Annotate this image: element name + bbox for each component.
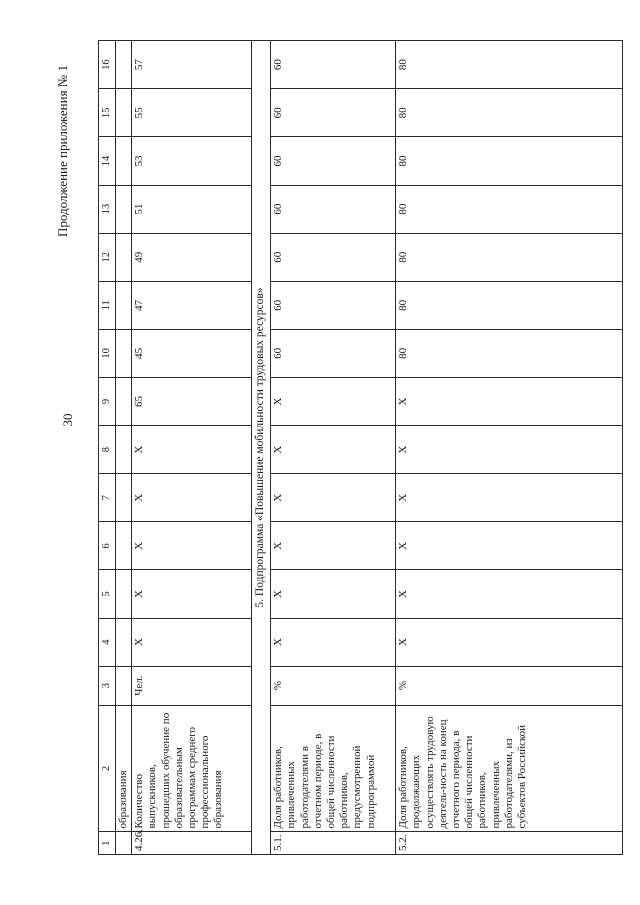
col-header: 12 — [99, 233, 116, 281]
value-cell: 60 — [271, 281, 396, 329]
indicator-name: Доля работников, привлеченных работодателями в отчетном периоде, в общей численности работников, предусмотренной подпрограммой — [271, 705, 396, 832]
header-row — [99, 41, 116, 855]
col-header: 2 — [99, 705, 116, 832]
col-header: 4 — [99, 618, 116, 666]
cell — [116, 666, 132, 705]
value-cell: 60 — [271, 89, 396, 137]
col-header: 14 — [99, 137, 116, 185]
value-cell: 60 — [271, 329, 396, 377]
value-cell: X — [271, 426, 396, 474]
value-cell: X — [396, 474, 623, 522]
cell — [116, 233, 132, 281]
value-cell: X — [271, 570, 396, 618]
value-cell: 55 — [132, 89, 252, 137]
value-cell: X — [396, 377, 623, 425]
value-cell: X — [271, 377, 396, 425]
row-number: 5.1. — [271, 832, 396, 855]
table-row — [271, 41, 396, 855]
value-cell: X — [271, 522, 396, 570]
value-cell: X — [132, 522, 252, 570]
cell — [116, 41, 132, 89]
col-header: 3 — [99, 666, 116, 705]
section-row — [252, 41, 271, 855]
cell — [116, 618, 132, 666]
value-cell: 80 — [396, 137, 623, 185]
value-cell: 80 — [396, 89, 623, 137]
cell — [116, 185, 132, 233]
caption-text: Продолжение приложения № 1 — [55, 65, 71, 237]
value-cell: X — [396, 426, 623, 474]
value-cell: 51 — [132, 185, 252, 233]
col-header: 9 — [99, 377, 116, 425]
value-cell: 60 — [271, 185, 396, 233]
cell — [116, 570, 132, 618]
col-header: 5 — [99, 570, 116, 618]
value-cell: X — [132, 570, 252, 618]
unit-cell: % — [396, 666, 623, 705]
cell — [116, 522, 132, 570]
value-cell: X — [132, 618, 252, 666]
unit-cell: Чел. — [132, 666, 252, 705]
indicators-table — [98, 40, 623, 855]
col-header: 15 — [99, 89, 116, 137]
col-header: 10 — [99, 329, 116, 377]
col-header: 16 — [99, 41, 116, 89]
value-cell: X — [132, 474, 252, 522]
section-title: 5. Подпрограмма «Повышение мобильности трудовых ресурсов» — [252, 41, 271, 855]
table-row — [132, 41, 252, 855]
value-cell: 60 — [271, 41, 396, 89]
value-cell: X — [271, 474, 396, 522]
cell — [116, 426, 132, 474]
col-header: 7 — [99, 474, 116, 522]
value-cell: 80 — [396, 281, 623, 329]
cell — [116, 137, 132, 185]
table-container — [98, 40, 623, 855]
carry-over-cell: образования — [116, 705, 132, 832]
value-cell: 60 — [271, 137, 396, 185]
unit-cell: % — [271, 666, 396, 705]
cell — [116, 832, 132, 855]
col-header: 13 — [99, 185, 116, 233]
value-cell: 80 — [396, 329, 623, 377]
value-cell: X — [396, 522, 623, 570]
indicator-name: Количество выпускников, прошедших обучение по образовательным программам среднего профессионального образования — [132, 705, 252, 832]
value-cell: X — [396, 618, 623, 666]
value-cell: 57 — [132, 41, 252, 89]
row-number: 4.26. — [132, 832, 252, 855]
table-row — [116, 41, 132, 855]
cell — [116, 377, 132, 425]
value-cell: 65 — [132, 377, 252, 425]
cell — [116, 474, 132, 522]
rotated-table — [98, 40, 623, 855]
value-cell: 47 — [132, 281, 252, 329]
col-header: 1 — [99, 832, 116, 855]
col-header: 11 — [99, 281, 116, 329]
cell — [116, 281, 132, 329]
value-cell: 49 — [132, 233, 252, 281]
cell — [116, 329, 132, 377]
value-cell: 80 — [396, 41, 623, 89]
col-header: 6 — [99, 522, 116, 570]
value-cell: X — [271, 618, 396, 666]
value-cell: 53 — [132, 137, 252, 185]
appendix-caption — [48, 40, 78, 270]
indicator-name: Доля работников, продолжающих осуществлять трудовую деятель-ность на конец отчетного периода, в общей численности работников, привлеченных работодателями, из субъектов Российской — [396, 705, 623, 832]
value-cell: X — [396, 570, 623, 618]
col-header: 8 — [99, 426, 116, 474]
table-row — [396, 41, 623, 855]
row-number: 5.2. — [396, 832, 623, 855]
value-cell: 60 — [271, 233, 396, 281]
value-cell: 45 — [132, 329, 252, 377]
value-cell: X — [132, 426, 252, 474]
value-cell: 80 — [396, 233, 623, 281]
cell — [116, 89, 132, 137]
page-number: 30 — [60, 413, 75, 427]
value-cell: 80 — [396, 185, 623, 233]
